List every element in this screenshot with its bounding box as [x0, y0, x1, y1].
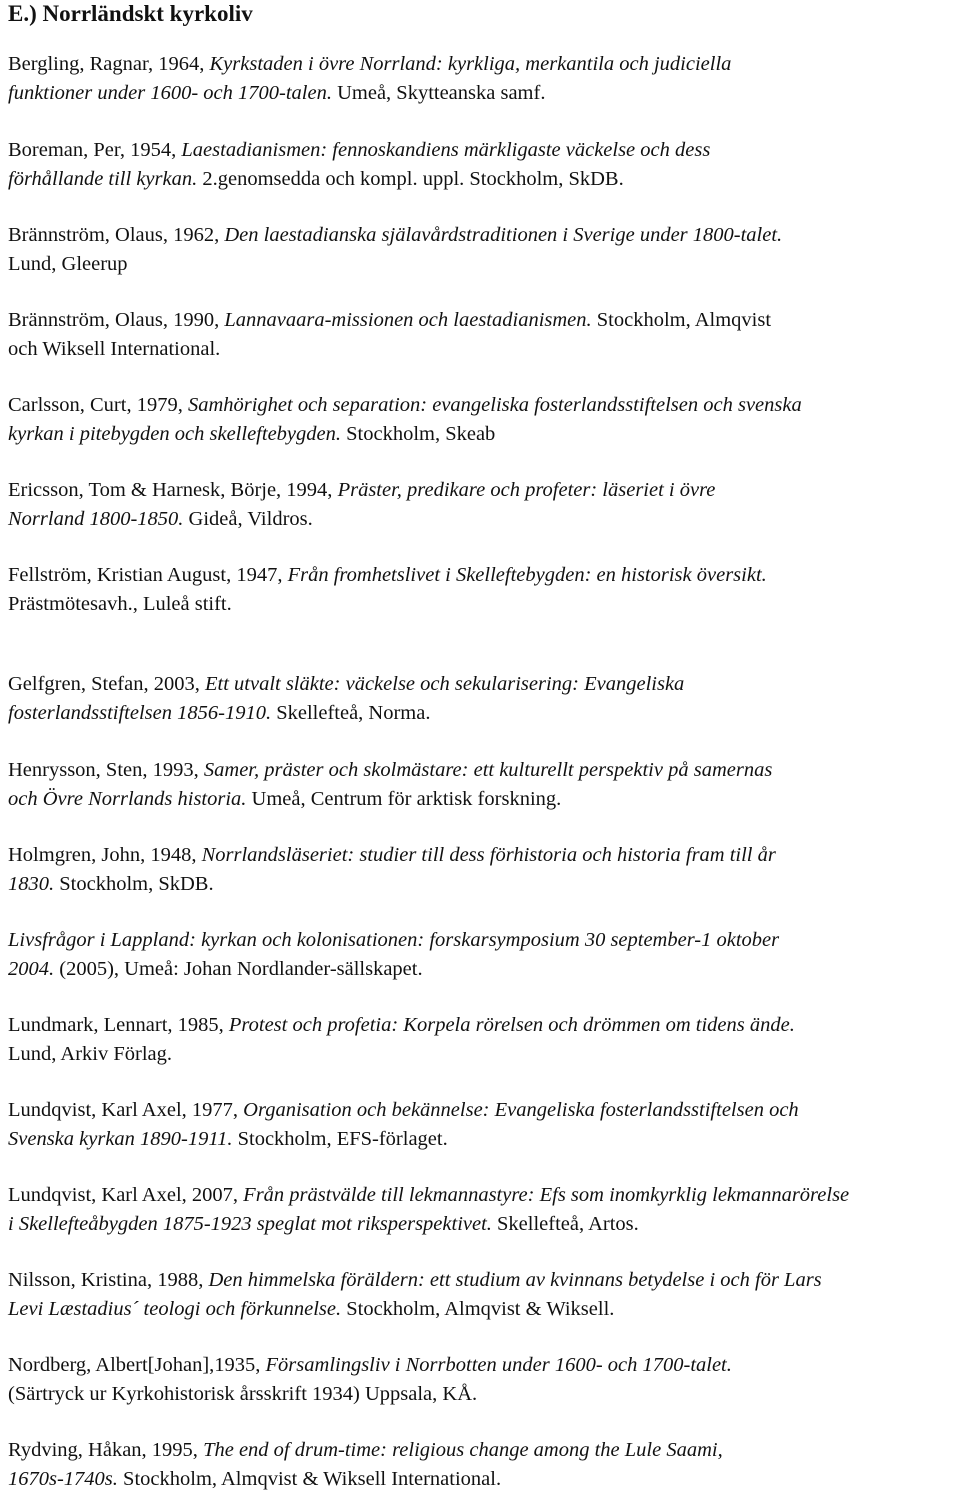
entry-title-text: Livsfrågor i Lappland: kyrkan och kolonisationen: forskarsymposium 30 september-1 oktober: [8, 929, 780, 951]
entry-title-text: Organisation och bekännelse: Evangeliska fosterlandsstiftelsen och: [243, 1099, 799, 1121]
bibliography-entry: [8, 391, 953, 449]
entry-text: Rydving, Håkan, 1995,: [8, 1439, 204, 1461]
entry-text: Gelfgren, Stefan, 2003,: [8, 673, 205, 695]
entry-text: Carlsson, Curt, 1979,: [8, 394, 188, 416]
entry-text: Gideå, Vildros.: [183, 508, 313, 530]
entry-title-text: Den himmelska föräldern: ett studium av kvinnans betydelse i och för Lars: [208, 1269, 822, 1291]
bibliography-entry: [8, 50, 953, 108]
entry-title-text: Laestadianismen: fennoskandiens märkligaste väckelse och dess: [181, 139, 711, 161]
entry-line: [8, 335, 953, 364]
entry-title-text: och Övre Norrlands historia.: [8, 788, 247, 810]
bibliography-entry: [8, 1096, 953, 1154]
bibliography-entry: [8, 306, 953, 364]
entry-title-text: Präster, predikare och profeter: läseriet i övre: [337, 479, 716, 501]
entry-title-text: Norrland 1800-1850.: [8, 508, 184, 530]
entry-line: [8, 1436, 953, 1465]
entry-title-text: Kyrkstaden i övre Norrland: kyrkliga, merkantila och judiciella: [209, 53, 732, 75]
entry-line: [8, 420, 953, 449]
entry-line: [8, 926, 953, 955]
entry-line: [8, 1351, 953, 1380]
entry-text: Fellström, Kristian August, 1947,: [8, 564, 288, 586]
entry-text: Stockholm, Almqvist & Wiksell.: [341, 1298, 615, 1320]
entry-title-text: Från prästvälde till lekmannastyre: Efs som inomkyrklig lekmannarörelse: [243, 1184, 850, 1206]
entry-line: [8, 1011, 953, 1040]
entry-title-text: Samer, präster och skolmästare: ett kulturellt perspektiv på samernas: [203, 759, 773, 781]
entry-text: Lund, Gleerup: [8, 253, 128, 275]
entry-title-text: Från fromhetslivet i Skelleftebygden: en historisk översikt.: [287, 564, 767, 586]
entry-text: Prästmötesavh., Luleå stift.: [8, 593, 232, 615]
entry-title-text: Samhörighet och separation: evangeliska fosterlandsstiftelsen och svenska: [187, 394, 802, 416]
entry-line: [8, 1096, 953, 1125]
entry-text: (2005), Umeå: Johan Nordlander-sällskapet.: [54, 958, 423, 980]
entry-line: [8, 785, 953, 814]
entry-line: [8, 221, 953, 250]
entry-text: Stockholm, SkDB.: [54, 873, 214, 895]
entry-title-text: funktioner under 1600- och 1700-talen.: [8, 82, 332, 104]
bibliography-entry: [8, 1181, 953, 1239]
entry-title-text: 1670s-1740s.: [8, 1468, 118, 1490]
entry-line: [8, 870, 953, 899]
entry-title-text: 2004.: [8, 958, 55, 980]
entry-line: [8, 136, 953, 165]
bibliography-entry: [8, 221, 953, 279]
entry-line: [8, 250, 953, 279]
entry-title-text: Den laestadianska själavårdstraditionen i Sverige under 1800-talet.: [224, 224, 783, 246]
entry-text: Umeå, Centrum för arktisk forskning.: [246, 788, 562, 810]
bibliography-entry: [8, 756, 953, 814]
entry-text: Umeå, Skytteanska samf.: [331, 82, 546, 104]
entry-text: och Wiksell International.: [8, 338, 221, 360]
entry-line: [8, 391, 953, 420]
entry-title-text: Norrlandsläseriet: studier till dess förhistoria och historia fram till år: [201, 844, 776, 866]
entry-text: Boreman, Per, 1954,: [8, 139, 182, 161]
entry-text: Henrysson, Sten, 1993,: [8, 759, 204, 781]
entry-title-text: förhållande till kyrkan.: [8, 168, 198, 190]
entry-title-text: Ett utvalt släkte: väckelse och sekularisering: Evangeliska: [204, 673, 685, 695]
entry-line: [8, 561, 953, 590]
entry-text: Skellefteå, Norma.: [271, 702, 431, 724]
entry-text: Brännström, Olaus, 1962,: [8, 224, 225, 246]
bibliography-entry: [8, 136, 953, 194]
entry-title-text: 1830.: [8, 873, 55, 895]
bibliography-entry: [8, 1011, 953, 1069]
bibliography-entry: [8, 926, 953, 984]
bibliography-entry: [8, 670, 953, 728]
entry-line: [8, 306, 953, 335]
entry-text: Lund, Arkiv Förlag.: [8, 1043, 172, 1065]
entry-text: Nilsson, Kristina, 1988,: [8, 1269, 209, 1291]
entry-line: [8, 756, 953, 785]
entry-text: 2.genomsedda och kompl. uppl. Stockholm, SkDB.: [197, 168, 624, 190]
bibliography-entry: [8, 1436, 953, 1494]
entry-line: [8, 1295, 953, 1324]
bibliography-entry: [8, 1266, 953, 1324]
entry-line: [8, 670, 953, 699]
entry-text: (Särtryck ur Kyrkohistorisk årsskrift 1934) Uppsala, KÅ.: [8, 1383, 478, 1405]
entry-title-text: i Skellefteåbygden 1875-1923 speglat mot riksperspektivet.: [8, 1213, 492, 1235]
entry-text: Stockholm, Almqvist: [591, 309, 772, 331]
bibliography-entry: [8, 841, 953, 899]
entry-line: [8, 79, 953, 108]
entry-title-text: Församlingsliv i Norrbotten under 1600- och 1700-talet.: [265, 1354, 732, 1376]
entry-line: [8, 1181, 953, 1210]
entry-text: Skellefteå, Artos.: [491, 1213, 639, 1235]
entry-line: [8, 699, 953, 728]
entry-text: Holmgren, John, 1948,: [8, 844, 202, 866]
entry-line: [8, 165, 953, 194]
bibliography-entry: [8, 1351, 953, 1409]
entry-line: [8, 841, 953, 870]
entry-line: [8, 1266, 953, 1295]
entry-title-text: Protest och profetia: Korpela rörelsen och drömmen om tidens ände.: [228, 1014, 795, 1036]
bibliography-entry: [8, 476, 953, 534]
entry-line: [8, 1125, 953, 1154]
entry-line: [8, 590, 953, 619]
entry-line: [8, 1465, 953, 1494]
bibliography-entry: [8, 561, 953, 619]
section-heading: E.) Norrländskt kyrkoliv: [8, 1, 253, 26]
entry-title-text: Lannavaara-missionen och laestadianismen.: [224, 309, 592, 331]
entry-title-text: kyrkan i pitebygden och skelleftebygden.: [8, 423, 341, 445]
entry-text: Ericsson, Tom & Harnesk, Börje, 1994,: [8, 479, 338, 501]
entry-title-text: Levi Læstadius´ teologi och förkunnelse.: [8, 1298, 342, 1320]
entry-text: Stockholm, Skeab: [341, 423, 496, 445]
entry-text: Stockholm, Almqvist & Wiksell International.: [117, 1468, 502, 1490]
entry-title-text: Svenska kyrkan 1890-1911.: [8, 1128, 233, 1150]
entry-line: [8, 955, 953, 984]
entry-title-text: The end of drum-time: religious change among the Lule Saami,: [203, 1439, 723, 1461]
entry-text: Lundqvist, Karl Axel, 2007,: [8, 1184, 244, 1206]
entry-line: [8, 1210, 953, 1239]
entry-text: Lundmark, Lennart, 1985,: [8, 1014, 229, 1036]
entry-line: [8, 1040, 953, 1069]
entry-line: [8, 1380, 953, 1409]
entry-title-text: fosterlandsstiftelsen 1856-1910.: [8, 702, 272, 724]
entry-text: Bergling, Ragnar, 1964,: [8, 53, 210, 75]
entry-line: [8, 505, 953, 534]
entry-line: [8, 50, 953, 79]
entry-text: Lundqvist, Karl Axel, 1977,: [8, 1099, 244, 1121]
entry-line: [8, 476, 953, 505]
entry-text: Stockholm, EFS-förlaget.: [232, 1128, 448, 1150]
entry-text: Brännström, Olaus, 1990,: [8, 309, 225, 331]
entry-text: Nordberg, Albert[Johan],1935,: [8, 1354, 266, 1376]
